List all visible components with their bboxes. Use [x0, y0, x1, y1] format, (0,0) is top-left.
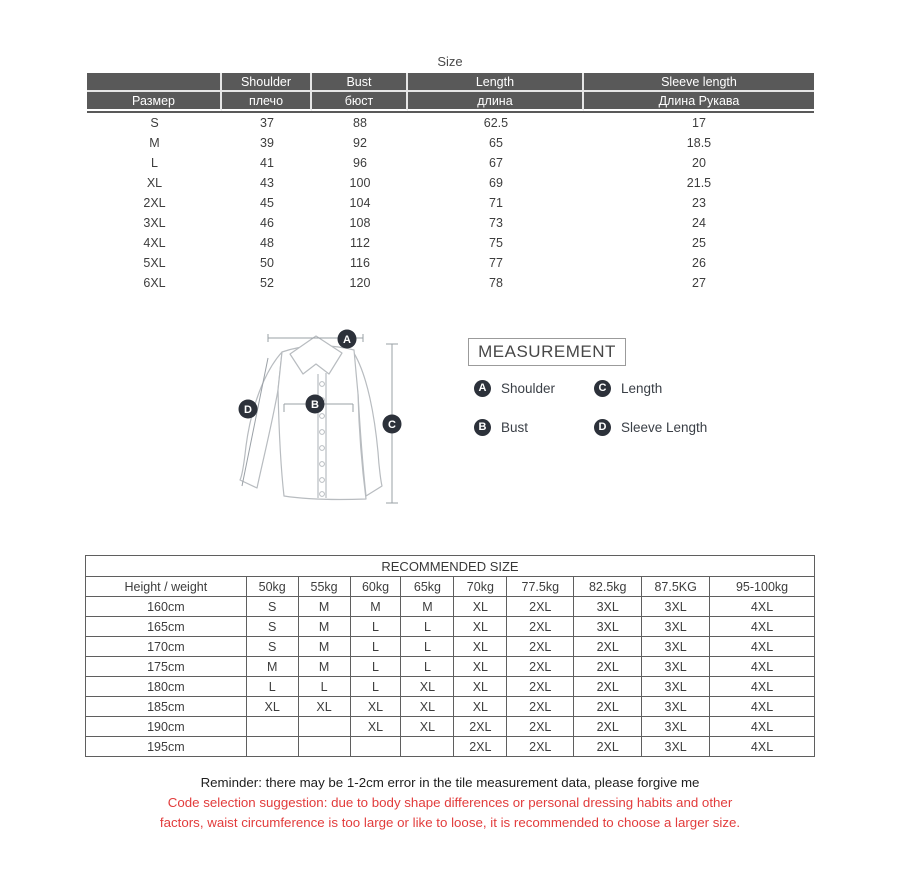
marker-a-badge — [338, 330, 357, 349]
size-cell: 108 — [349, 216, 371, 230]
recommended-cell: 3XL — [642, 697, 710, 717]
table-row — [87, 273, 814, 293]
recommended-cell: 2XL — [507, 677, 574, 697]
size-cell-label: 2XL — [143, 196, 166, 210]
size-cell: 25 — [692, 236, 706, 250]
size-table-body — [87, 111, 814, 293]
recommended-cell-label: 185cm — [86, 697, 247, 717]
recommended-cell: S — [246, 597, 298, 617]
recommended-table-title: RECOMMENDED SIZE — [86, 556, 815, 577]
header-cell-razmer: Размер — [87, 92, 222, 111]
svg-text:A: A — [343, 334, 351, 346]
recommended-cell: M — [298, 597, 350, 617]
recommended-cell: L — [350, 617, 401, 637]
size-cell: 65 — [489, 136, 503, 150]
size-cell: 69 — [489, 176, 503, 190]
size-cell-label: M — [149, 136, 160, 150]
legend-label-shoulder: Shoulder — [501, 381, 556, 396]
recommended-cell: 2XL — [574, 737, 642, 757]
recommended-cell — [401, 737, 454, 757]
recommended-cell: XL — [401, 717, 454, 737]
rec-header-55kg: 55kg — [298, 577, 350, 597]
recommended-cell: XL — [246, 697, 298, 717]
size-cell: 21.5 — [686, 176, 712, 190]
rec-header-60kg: 60kg — [350, 577, 401, 597]
size-title: Size — [437, 54, 463, 69]
rec-header-70kg: 70kg — [454, 577, 507, 597]
recommended-table-body — [86, 597, 815, 757]
recommended-cell — [350, 737, 401, 757]
table-row — [86, 657, 815, 677]
marker-c-badge — [383, 415, 402, 434]
table-row — [87, 253, 814, 273]
size-cell: 92 — [353, 136, 367, 150]
rec-header-87-5kg: 87.5KG — [642, 577, 710, 597]
size-cell: 45 — [260, 196, 274, 210]
size-cell: 39 — [260, 136, 274, 150]
recommended-cell — [298, 717, 350, 737]
table-row — [86, 697, 815, 717]
header-cell-dlina: длина — [408, 92, 584, 111]
size-cell-label: 5XL — [143, 256, 166, 270]
recommended-cell: XL — [350, 697, 401, 717]
recommended-cell: L — [298, 677, 350, 697]
recommended-cell: 3XL — [574, 617, 642, 637]
recommended-cell: 4XL — [710, 617, 815, 637]
recommended-cell: L — [350, 657, 401, 677]
svg-text:B: B — [311, 399, 319, 411]
legend-b-icon: B — [474, 419, 491, 436]
svg-text:C: C — [388, 419, 396, 431]
recommended-cell: L — [350, 637, 401, 657]
recommended-cell: 4XL — [710, 597, 815, 617]
size-cell: 77 — [489, 256, 503, 270]
recommended-cell: 4XL — [710, 737, 815, 757]
size-cell: 23 — [692, 196, 706, 210]
table-row — [86, 597, 815, 617]
recommended-cell: 2XL — [574, 717, 642, 737]
marker-b-badge — [306, 395, 325, 414]
recommended-cell-label: 190cm — [86, 717, 247, 737]
recommended-cell: 3XL — [642, 657, 710, 677]
size-cell: 73 — [489, 216, 503, 230]
size-cell: 116 — [350, 256, 370, 270]
size-cell-label: L — [151, 156, 158, 170]
recommended-cell: L — [350, 677, 401, 697]
recommended-cell — [298, 737, 350, 757]
recommended-cell-label: 170cm — [86, 637, 247, 657]
suggestion-text-line1: Code selection suggestion: due to body shape differences or personal dressing habits and other — [167, 795, 733, 810]
table-row — [87, 173, 814, 193]
size-cell: 17 — [692, 116, 706, 130]
recommended-cell: 2XL — [507, 617, 574, 637]
svg-text:D: D — [244, 404, 252, 416]
header-cell-byust: бюст — [312, 92, 408, 111]
recommended-table-header — [86, 556, 815, 597]
recommended-cell: 2XL — [574, 637, 642, 657]
legend-item-length — [594, 380, 662, 397]
table-row — [87, 113, 814, 133]
size-cell-label: 6XL — [143, 276, 166, 290]
size-cell: 48 — [260, 236, 274, 250]
size-cell-label: S — [150, 116, 159, 130]
rec-header-50kg: 50kg — [246, 577, 298, 597]
legend-label-bust: Bust — [501, 420, 529, 435]
recommended-cell: 2XL — [507, 717, 574, 737]
recommended-cell: 3XL — [642, 637, 710, 657]
header-cell-dlina-rukava: Длина Рукава — [584, 92, 814, 111]
recommended-cell — [246, 737, 298, 757]
recommended-cell: XL — [350, 717, 401, 737]
size-cell: 46 — [260, 216, 274, 230]
recommended-cell: XL — [401, 677, 454, 697]
size-cell: 20 — [692, 156, 706, 170]
recommended-cell: 2XL — [574, 677, 642, 697]
recommended-cell: M — [350, 597, 401, 617]
recommended-cell-label: 195cm — [86, 737, 247, 757]
legend-a-icon: A — [474, 380, 491, 397]
legend-item-sleeve-length — [594, 419, 707, 436]
footer-notes — [0, 773, 900, 833]
table-row — [87, 213, 814, 233]
size-cell: 120 — [349, 276, 371, 290]
size-cell: 41 — [260, 156, 274, 170]
recommended-cell-label: 165cm — [86, 617, 247, 637]
size-cell-label: XL — [146, 176, 163, 190]
reminder-text: Reminder: there may be 1-2cm error in the tile measurement data, please forgive me — [200, 775, 700, 790]
legend-label-length: Length — [621, 381, 663, 396]
table-row — [86, 617, 815, 637]
table-row — [86, 737, 815, 757]
recommended-cell: M — [246, 657, 298, 677]
size-cell: 100 — [349, 176, 371, 190]
recommended-cell: M — [298, 657, 350, 677]
size-cell: 75 — [489, 236, 503, 250]
recommended-cell: 2XL — [454, 717, 507, 737]
size-cell: 50 — [260, 256, 274, 270]
recommended-cell: 2XL — [507, 697, 574, 717]
legend-label-sleeve-length: Sleeve Length — [621, 420, 708, 435]
recommended-cell: 3XL — [642, 617, 710, 637]
size-cell: 52 — [260, 276, 274, 290]
recommended-cell — [246, 717, 298, 737]
size-cell: 88 — [353, 116, 367, 130]
recommended-cell: 2XL — [507, 657, 574, 677]
recommended-cell: S — [246, 617, 298, 637]
recommended-cell: XL — [454, 697, 507, 717]
size-cell: 104 — [349, 196, 371, 210]
recommended-cell: M — [298, 637, 350, 657]
recommended-cell: 2XL — [574, 657, 642, 677]
size-cell-label: 4XL — [143, 236, 166, 250]
table-row — [87, 153, 814, 173]
table-row — [86, 677, 815, 697]
table-row — [87, 133, 814, 153]
size-table-header — [87, 73, 814, 111]
size-cell: 112 — [350, 236, 370, 250]
recommended-cell: L — [401, 657, 454, 677]
size-table-header-row-en — [87, 73, 814, 92]
recommended-cell: XL — [298, 697, 350, 717]
table-row — [86, 717, 815, 737]
size-cell: 18.5 — [686, 136, 712, 150]
recommended-cell: M — [298, 617, 350, 637]
recommended-cell: XL — [454, 597, 507, 617]
header-cell-sleeve: Sleeve length — [584, 73, 814, 92]
recommended-cell: XL — [454, 617, 507, 637]
rec-header-82-5kg: 82.5kg — [574, 577, 642, 597]
size-cell: 78 — [489, 276, 503, 290]
recommended-cell: 4XL — [710, 657, 815, 677]
recommended-cell: L — [401, 617, 454, 637]
size-cell: 67 — [489, 156, 503, 170]
size-table-header-row-ru — [87, 92, 814, 111]
recommended-cell: XL — [454, 637, 507, 657]
header-cell-plecho: плечо — [222, 92, 312, 111]
recommended-cell-label: 175cm — [86, 657, 247, 677]
recommended-header-row — [86, 577, 815, 597]
recommended-cell: 4XL — [710, 677, 815, 697]
recommended-cell: S — [246, 637, 298, 657]
header-cell-empty — [87, 73, 222, 92]
recommended-cell: 2XL — [507, 737, 574, 757]
marker-d-badge — [239, 400, 258, 419]
size-cell: 26 — [692, 256, 706, 270]
legend-item-bust — [474, 419, 528, 436]
recommended-cell: 3XL — [642, 597, 710, 617]
recommended-title-row — [86, 556, 815, 577]
recommended-cell: 3XL — [574, 597, 642, 617]
recommended-cell-label: 160cm — [86, 597, 247, 617]
header-cell-length: Length — [408, 73, 584, 92]
rec-header-65kg: 65kg — [401, 577, 454, 597]
legend-c-icon: C — [594, 380, 611, 397]
recommended-size-table — [85, 555, 815, 757]
size-table — [87, 73, 814, 293]
rec-header-height-weight: Height / weight — [86, 577, 247, 597]
size-cell: 24 — [692, 216, 706, 230]
legend-d-icon: D — [594, 419, 611, 436]
size-cell: 43 — [260, 176, 274, 190]
table-row — [87, 193, 814, 213]
legend-item-shoulder — [474, 380, 555, 397]
header-cell-shoulder: Shoulder — [222, 73, 312, 92]
size-cell: 62.5 — [483, 116, 509, 130]
recommended-cell: 2XL — [574, 697, 642, 717]
recommended-cell: XL — [454, 657, 507, 677]
table-row — [86, 637, 815, 657]
recommended-cell: 3XL — [642, 677, 710, 697]
recommended-cell: 2XL — [507, 597, 574, 617]
shirt-measurement-diagram — [232, 328, 412, 524]
rec-header-77-5kg: 77.5kg — [507, 577, 574, 597]
recommended-cell: M — [401, 597, 454, 617]
recommended-cell-label: 180cm — [86, 677, 247, 697]
size-cell: 27 — [692, 276, 706, 290]
recommended-cell: 4XL — [710, 637, 815, 657]
recommended-cell: 3XL — [642, 717, 710, 737]
recommended-cell: XL — [454, 677, 507, 697]
recommended-cell: 2XL — [507, 637, 574, 657]
recommended-cell: L — [401, 637, 454, 657]
recommended-cell: 3XL — [642, 737, 710, 757]
rec-header-95-100kg: 95-100kg — [710, 577, 815, 597]
suggestion-text-line2: factors, waist circumference is too large or like to loose, it is recommended to choose a larger size. — [159, 815, 741, 830]
size-cell: 71 — [489, 196, 503, 210]
table-row — [87, 233, 814, 253]
recommended-cell: XL — [401, 697, 454, 717]
recommended-cell: 2XL — [454, 737, 507, 757]
size-cell: 96 — [353, 156, 367, 170]
shirt-sketch-icon — [240, 336, 382, 500]
header-cell-bust: Bust — [312, 73, 408, 92]
measurement-box-title: MEASUREMENT — [468, 338, 626, 366]
recommended-cell: L — [246, 677, 298, 697]
recommended-cell: 4XL — [710, 697, 815, 717]
size-cell: 37 — [260, 116, 274, 130]
size-cell-label: 3XL — [143, 216, 166, 230]
recommended-cell: 4XL — [710, 717, 815, 737]
